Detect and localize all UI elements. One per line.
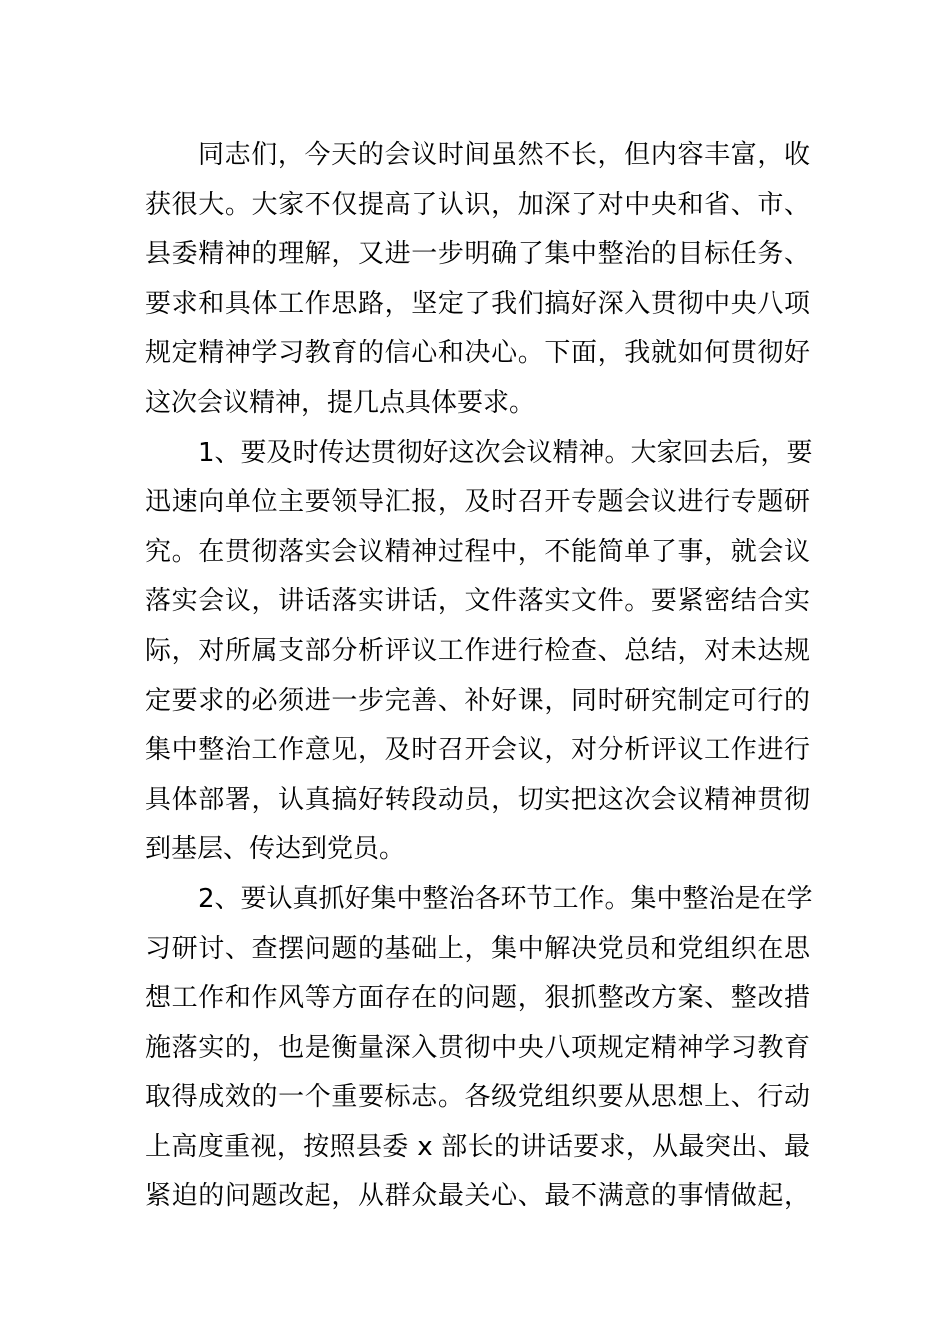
paragraph-2-line-4: 落实会议，讲话落实讲话，文件落实文件。要紧密结合实 — [145, 586, 810, 617]
paragraph-1-line-2: 获很大。大家不仅提高了认识，加深了对中央和省、市、 — [145, 189, 810, 220]
paragraph-2-line-6: 定要求的必须进一步完善、补好课，同时研究制定可行的 — [145, 685, 810, 716]
paragraph-2-line-7: 集中整治工作意见，及时召开会议，对分析评议工作进行 — [145, 735, 810, 766]
paragraph-2-line-9: 到基层、传达到党员。 — [145, 834, 406, 865]
paragraph-1-line-4: 要求和具体工作思路，坚定了我们搞好深入贯彻中央八项 — [145, 288, 810, 319]
paragraph-3-line-2: 习研讨、查摆问题的基础上，集中解决党员和党组织在思 — [145, 933, 810, 964]
paragraph-3-line-1: 2、要认真抓好集中整治各环节工作。集中整治是在学 — [198, 883, 813, 914]
paragraph-1-line-6: 这次会议精神，提几点具体要求。 — [145, 387, 536, 418]
document-body — [145, 131, 813, 1222]
paragraph-3-line-7: 紧迫的问题改起，从群众最关心、最不满意的事情做起， — [145, 1181, 810, 1212]
paragraph-3-line-5: 取得成效的一个重要标志。各级党组织要从思想上、行动 — [145, 1082, 810, 1113]
paragraph-3-line-4: 施落实的，也是衡量深入贯彻中央八项规定精神学习教育 — [145, 1032, 810, 1063]
paragraph-1-line-5: 规定精神学习教育的信心和决心。下面，我就如何贯彻好 — [145, 338, 810, 369]
paragraph-3-line-6: 上高度重视，按照县委 x 部长的讲话要求，从最突出、最 — [145, 1131, 810, 1162]
paragraph-2-line-1: 1、要及时传达贯彻好这次会议精神。大家回去后，要 — [198, 437, 813, 468]
paragraph-2-line-8: 具体部署，认真搞好转段动员，切实把这次会议精神贯彻 — [145, 784, 810, 815]
paragraph-2-line-2: 迅速向单位主要领导汇报，及时召开专题会议进行专题研 — [145, 487, 810, 518]
paragraph-2-line-5: 际，对所属支部分析评议工作进行检查、总结，对未达规 — [145, 635, 810, 666]
paragraph-3-line-3: 想工作和作风等方面存在的问题，狠抓整改方案、整改措 — [145, 983, 810, 1014]
paragraph-1-line-3: 县委精神的理解，又进一步明确了集中整治的目标任务、 — [145, 239, 810, 270]
paragraph-2-line-3: 究。在贯彻落实会议精神过程中，不能简单了事，就会议 — [145, 536, 810, 567]
paragraph-1-line-1: 同志们，今天的会议时间虽然不长，但内容丰富，收 — [198, 140, 810, 170]
